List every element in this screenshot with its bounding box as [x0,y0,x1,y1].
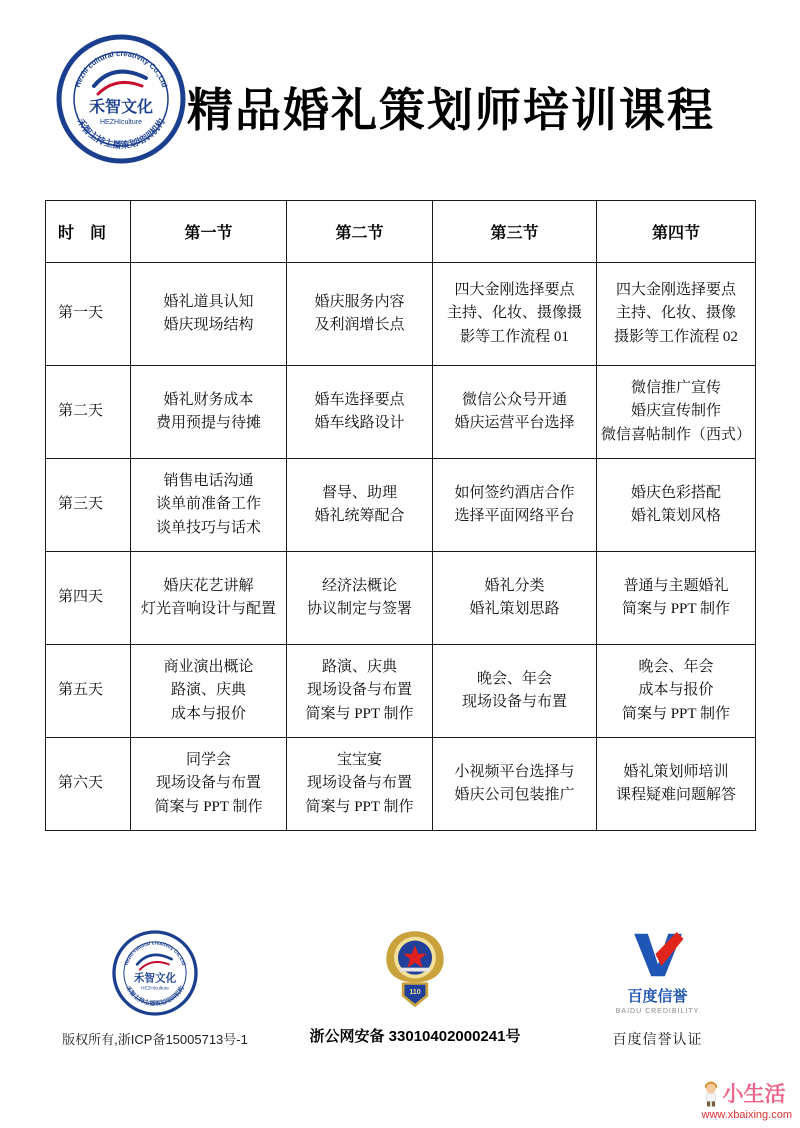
course-schedule-table [45,200,756,831]
watermark-site-url: www.xbaixing.com [701,1109,792,1121]
police-badge-icon [384,928,446,1012]
schedule-row [46,738,756,831]
watermark-site-name: 小生活 [722,1083,786,1106]
day-label: 第三天 [46,459,131,552]
course-cell: 婚礼分类 婚礼策划思路 [433,552,597,645]
day-label: 第一天 [46,263,131,366]
course-cell: 婚庆花艺讲解 灯光音响设计与配置 [131,552,287,645]
day-label: 第二天 [46,366,131,459]
police-record-text: 浙公网安备 33010402000241号 [309,1028,521,1045]
course-cell: 四大金刚选择要点 主持、化妆、摄像 摄影等工作流程 02 [597,263,756,366]
course-cell: 督导、助理 婚礼统筹配合 [287,459,433,552]
course-cell: 微信公众号开通 婚庆运营平台选择 [433,366,597,459]
logo-arc-top-text: Hezhi cultural creativity Co.,Ltd [72,48,170,89]
section-column-header: 第一节 [131,201,287,263]
hezhi-logo-icon [112,930,198,1016]
course-cell: 如何签约酒店合作 选择平面网络平台 [433,459,597,552]
course-cell: 小视频平台选择与 婚庆公司包装推广 [433,738,597,831]
course-cell: 婚礼财务成本 费用预提与待摊 [131,366,287,459]
section-column-header: 第四节 [597,201,756,263]
course-cell: 同学会 现场设备与布置 简案与 PPT 制作 [131,738,287,831]
course-cell: 路演、庆典 现场设备与布置 简案与 PPT 制作 [287,645,433,738]
svg-text:110: 110 [409,989,421,997]
course-cell: 四大金刚选择要点 主持、化妆、摄像摄 影等工作流程 01 [433,263,597,366]
icp-copyright-text: 版权所有,浙ICP备15005713号-1 [62,1032,248,1047]
course-cell: 销售电话沟通 谈单前准备工作 谈单技巧与话术 [131,459,287,552]
footer-police-block [295,928,535,1046]
logo-name-en: HEZHIculture [141,985,169,991]
site-watermark [702,1078,792,1121]
schedule-row [46,552,756,645]
course-cell: 宝宝宴 现场设备与布置 简案与 PPT 制作 [287,738,433,831]
course-table-body [46,263,756,831]
baidu-credibility-icon [632,932,684,978]
logo-arc-bottom-text: 禾智主持主播策划培训机构 [124,985,186,1008]
schedule-row [46,645,756,738]
logo-arc-top-text: Hezhi cultural creativity Co.,Ltd [124,941,186,967]
course-table-head-row [46,201,756,263]
schedule-row [46,263,756,366]
baidu-cert-text: 百度信誉认证 [612,1031,703,1047]
course-cell: 婚车选择要点 婚车线路设计 [287,366,433,459]
course-cell: 婚礼道具认知 婚庆现场结构 [131,263,287,366]
hezhi-logo-icon [56,34,186,164]
course-cell: 婚庆色彩搭配 婚礼策划风格 [597,459,756,552]
page-title: 精品婚礼策划师培训课程 [187,84,715,136]
time-column-header: 时 间 [46,201,131,263]
course-cell: 晚会、年会 现场设备与布置 [433,645,597,738]
section-column-header: 第三节 [433,201,597,263]
footer-baidu-block [575,932,740,1049]
course-cell: 经济法概论 协议制定与签署 [287,552,433,645]
mascot-icon [702,1080,720,1107]
footer-copyright-block [55,930,255,1048]
logo-arc-bottom-text: 禾智主持主播策划培训机构 [75,116,167,151]
course-cell: 微信推广宣传 婚庆宣传制作 微信喜帖制作（西式） [597,366,756,459]
logo-name-cn: 禾智文化 [133,972,177,985]
course-cell: 商业演出概论 路演、庆典 成本与报价 [131,645,287,738]
baidu-credibility-title: 百度信誉 [627,988,688,1005]
schedule-row [46,459,756,552]
logo-name-cn: 禾智文化 [88,99,154,116]
logo-name-en: HEZHIculture [99,119,143,126]
baidu-credibility-subtitle: BAIDU CREDIBILITY [615,1008,700,1015]
day-label: 第六天 [46,738,131,831]
schedule-row [46,366,756,459]
course-cell: 晚会、年会 成本与报价 简案与 PPT 制作 [597,645,756,738]
day-label: 第四天 [46,552,131,645]
course-cell: 婚庆服务内容 及利润增长点 [287,263,433,366]
day-label: 第五天 [46,645,131,738]
section-column-header: 第二节 [287,201,433,263]
course-cell: 婚礼策划师培训 课程疑难问题解答 [597,738,756,831]
course-cell: 普通与主题婚礼 简案与 PPT 制作 [597,552,756,645]
